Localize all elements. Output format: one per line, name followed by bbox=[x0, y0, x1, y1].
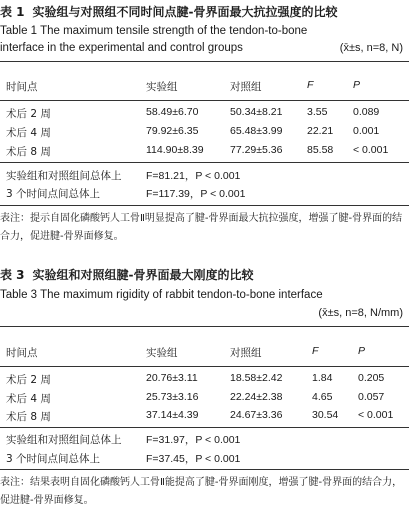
table-1-header-p: P bbox=[353, 79, 361, 91]
table-3-cell: 术后 4 周 bbox=[6, 393, 51, 405]
table-1-header-exp: 实验组 bbox=[146, 81, 178, 93]
table-3-cell: 30.54 bbox=[312, 409, 339, 421]
table-3-summary-label: 实验组和对照组间总体上 bbox=[6, 434, 122, 446]
table-1-note: 表注：提示自固化磷酸钙人工骨Ⅱ明显提高了腱-骨界面最大抗拉强度，增强了腱-骨界面的结合力，促进腱-骨界面修复。 bbox=[0, 213, 403, 242]
table-1-cell: 114.90±8.39 bbox=[146, 144, 204, 156]
table-1-summary-value: F=81.21，P < 0.001 bbox=[146, 170, 241, 182]
table-1-cell: < 0.001 bbox=[353, 144, 389, 156]
table-1-cell: 术后 4 周 bbox=[6, 127, 51, 139]
table-1-header-f: F bbox=[307, 79, 314, 91]
table-3-cell: 4.65 bbox=[312, 391, 333, 403]
table-1-bottom-rule bbox=[0, 205, 409, 206]
table-1-title-en-line1: Table 1 The maximum tensile strength of the tendon-to-bone bbox=[0, 25, 308, 37]
table-1-cell: 0.001 bbox=[353, 125, 380, 137]
table-3-cell: 25.73±3.16 bbox=[146, 391, 199, 403]
table-1-top-rule bbox=[0, 61, 409, 62]
table-1-cell: 22.21 bbox=[307, 125, 334, 137]
table-3-header-exp: 实验组 bbox=[146, 347, 178, 359]
table-1-cell: 85.58 bbox=[307, 144, 334, 156]
table-3-cell: 24.67±3.36 bbox=[230, 409, 283, 421]
table-3-stat-unit: (x̄±s, n=8, N/mm) bbox=[318, 307, 403, 319]
table-3-title-text: 实验组和对照组腱-骨界面最大刚度的比较 bbox=[32, 268, 254, 282]
table-1-title-cn bbox=[0, 3, 338, 20]
table-3-bottom-rule bbox=[0, 469, 409, 470]
table-1-cell: 术后 2 周 bbox=[6, 108, 51, 120]
table-1-cell: 79.92±6.35 bbox=[146, 125, 199, 137]
table-3-label: 表 3 bbox=[0, 268, 25, 282]
table-1-title-text: 实验组与对照组不同时间点腱-骨界面最大抗拉强度的比较 bbox=[32, 5, 338, 19]
table-1-header-time: 时间点 bbox=[6, 81, 38, 93]
table-3-header-time: 时间点 bbox=[6, 347, 38, 359]
table-3-summary-label: 3 个时间点间总体上 bbox=[6, 453, 101, 465]
table-1-summary-value: F=117.39，P < 0.001 bbox=[146, 188, 246, 200]
table-1-cell: 58.49±6.70 bbox=[146, 106, 199, 118]
table-3-cell: 22.24±2.38 bbox=[230, 391, 283, 403]
table-3-cell: 0.205 bbox=[358, 372, 385, 384]
table-3-title-en: Table 3 The maximum rigidity of rabbit tendon-to-bone interface bbox=[0, 289, 323, 301]
table-3-title-cn bbox=[0, 266, 254, 283]
table-3-summary-value: F=31.97，P < 0.001 bbox=[146, 434, 241, 446]
table-1-cell: 0.089 bbox=[353, 106, 380, 118]
table-1-cell: 50.34±8.21 bbox=[230, 106, 283, 118]
table-3-cell: 术后 2 周 bbox=[6, 374, 51, 386]
table-1-cell: 术后 8 周 bbox=[6, 146, 51, 158]
table-1-title-en-line2: interface in the experimental and control groups bbox=[0, 42, 243, 54]
table-3-cell: 20.76±3.11 bbox=[146, 372, 198, 384]
table-1-cell: 77.29±5.36 bbox=[230, 144, 283, 156]
table-1-summary-label: 3 个时间点间总体上 bbox=[6, 188, 101, 200]
table-3-cell: 37.14±4.39 bbox=[146, 409, 199, 421]
table-3-note: 表注：结果表明自固化磷酸钙人工骨Ⅱ能提高了腱-骨界面刚度，增强了腱-骨界面的结合力，促进腱-骨界面修复。 bbox=[0, 477, 403, 506]
table-1-stat-unit: (x̄±s, n=8, N) bbox=[339, 42, 403, 54]
table-3-header-p: P bbox=[358, 345, 366, 357]
table-3-cell: 18.58±2.42 bbox=[230, 372, 283, 384]
table-1-cell: 3.55 bbox=[307, 106, 328, 118]
table-3-body-rule bbox=[0, 427, 409, 428]
table-3-header-ctrl: 对照组 bbox=[230, 347, 262, 359]
table-3-summary-value: F=37.45，P < 0.001 bbox=[146, 453, 241, 465]
table-3-header-rule bbox=[0, 366, 409, 367]
table-3-cell: 0.057 bbox=[358, 391, 385, 403]
table-1-label: 表 1 bbox=[0, 5, 25, 19]
table-3-cell: 1.84 bbox=[312, 372, 333, 384]
table-3-cell: 术后 8 周 bbox=[6, 411, 51, 423]
table-3-cell: < 0.001 bbox=[358, 409, 394, 421]
table-1-header-ctrl: 对照组 bbox=[230, 81, 262, 93]
table-1-summary-label: 实验组和对照组间总体上 bbox=[6, 170, 122, 182]
table-1-body-rule bbox=[0, 162, 409, 163]
table-1-header-rule bbox=[0, 100, 409, 101]
table-3-top-rule bbox=[0, 326, 409, 327]
table-1-cell: 65.48±3.99 bbox=[230, 125, 283, 137]
table-3-header-f: F bbox=[312, 345, 319, 357]
